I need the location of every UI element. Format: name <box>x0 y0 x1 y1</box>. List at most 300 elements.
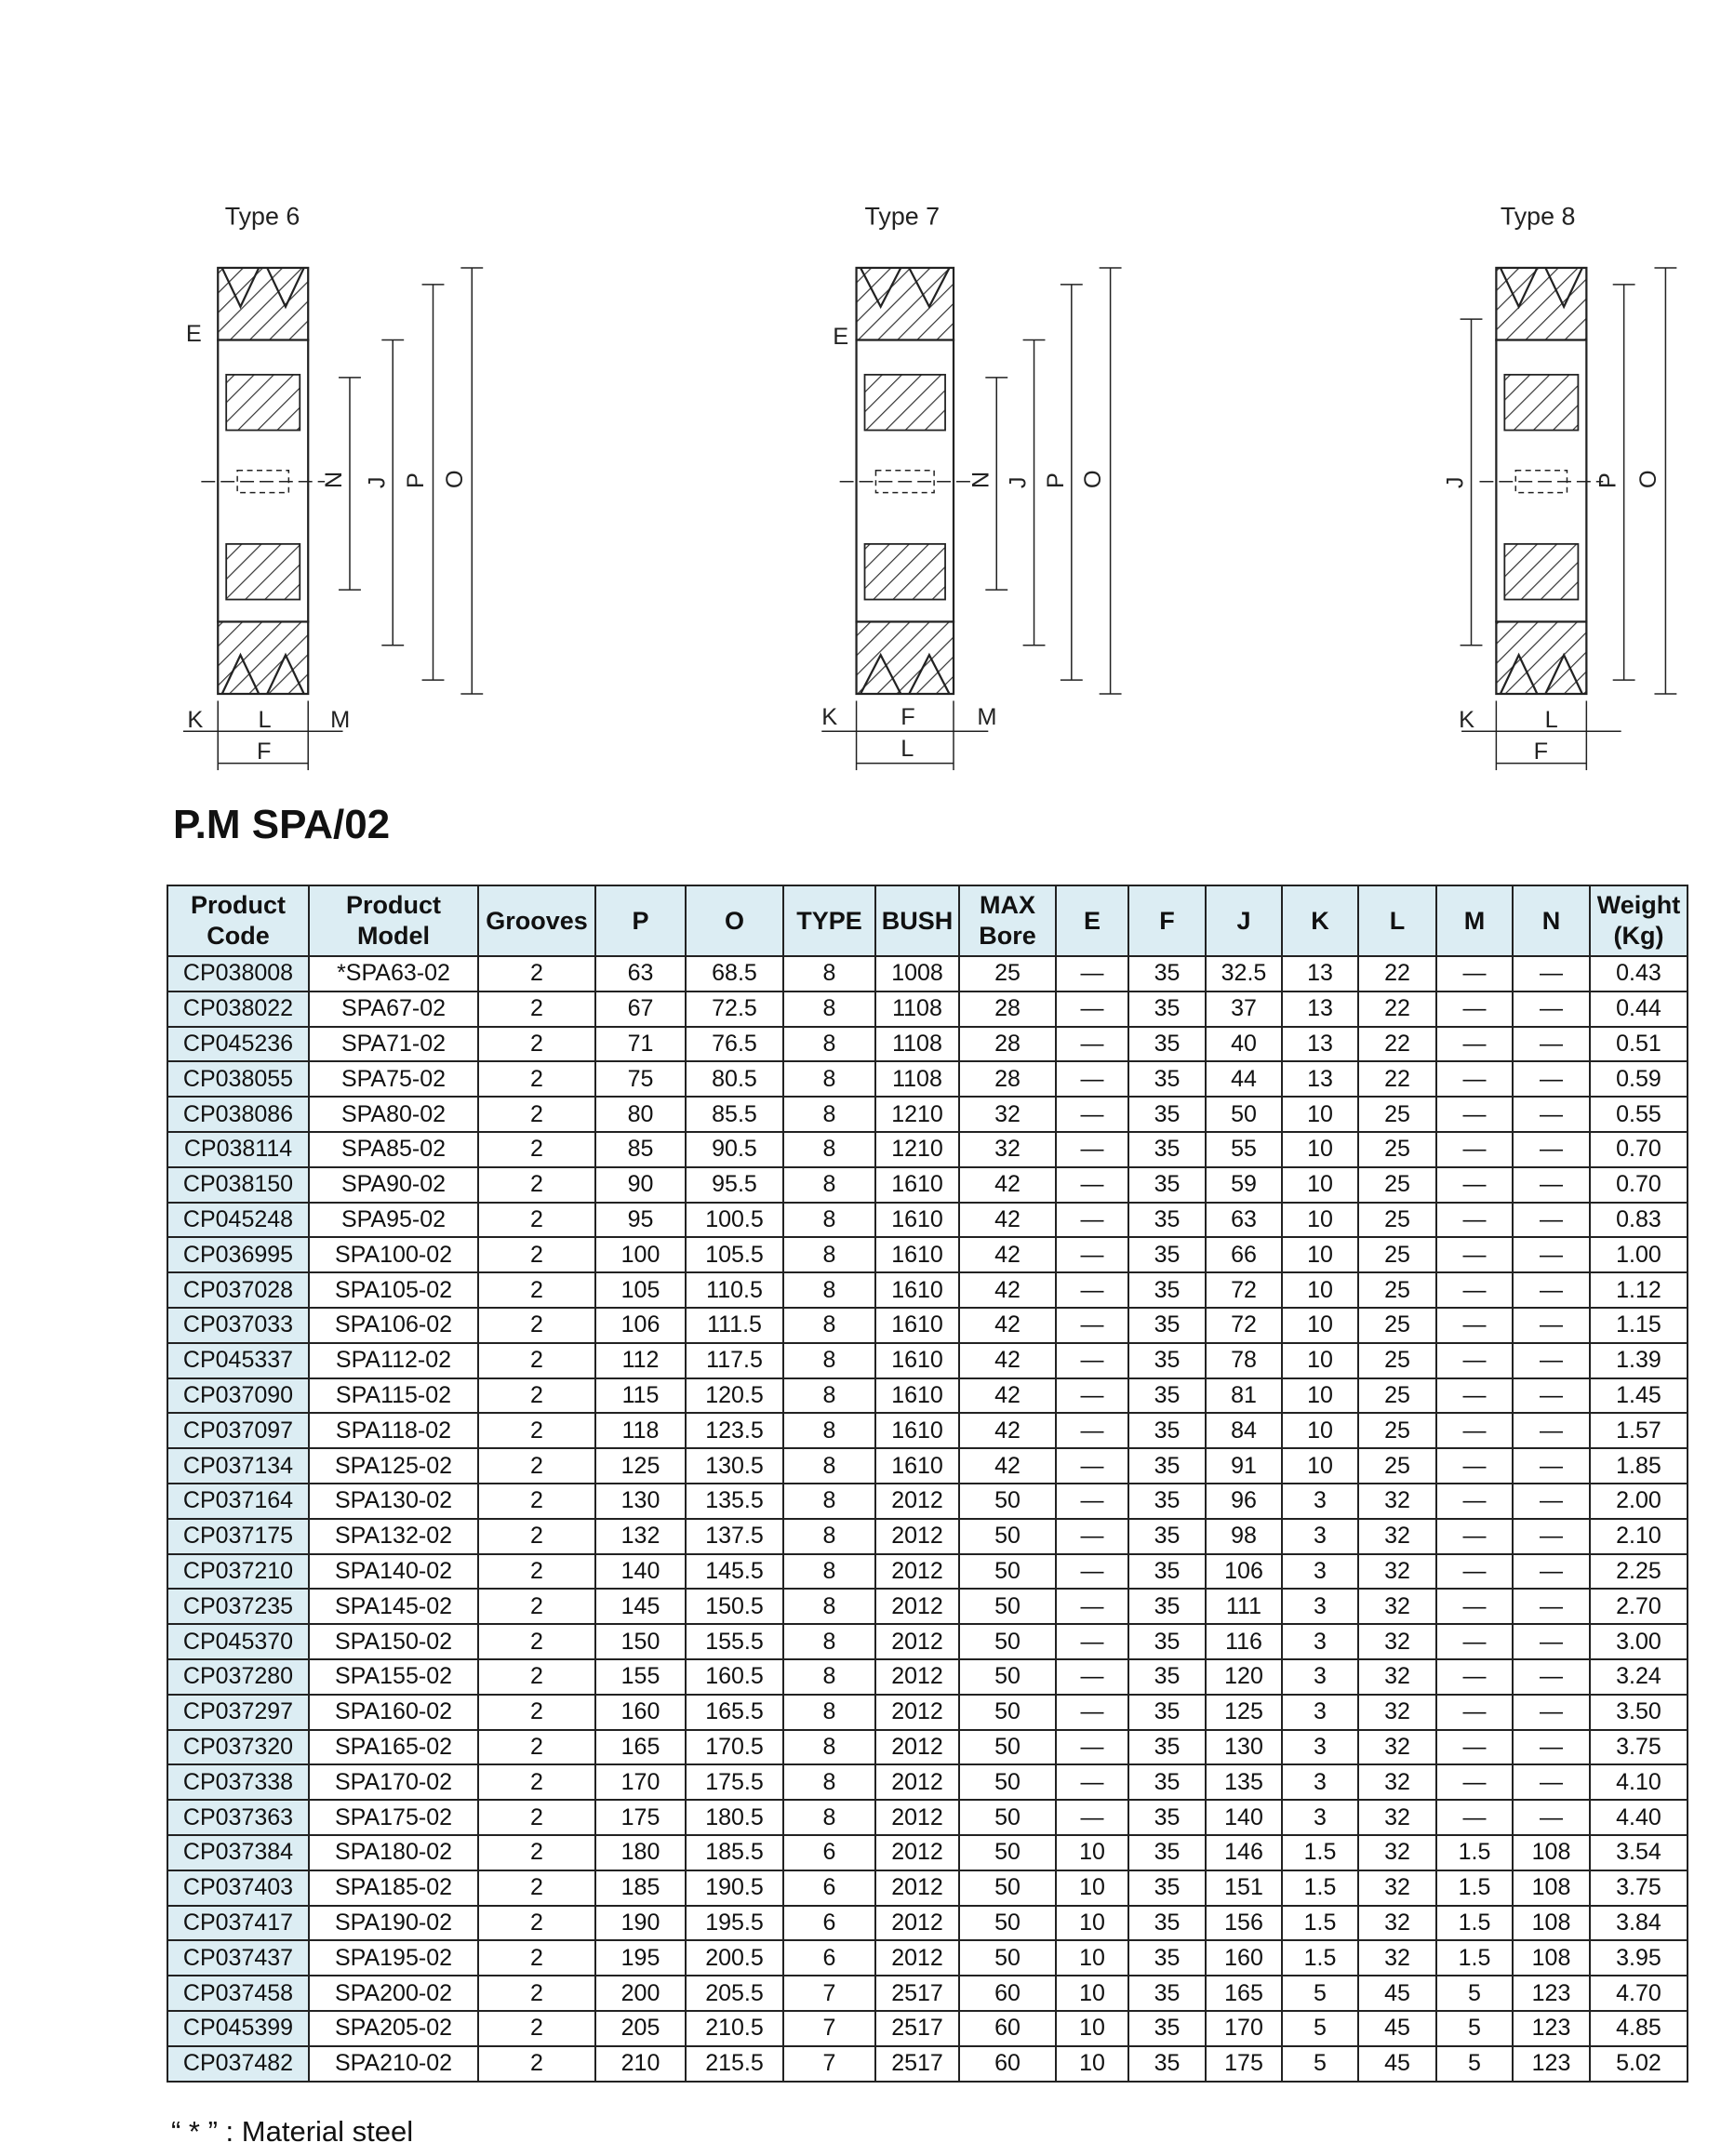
table-cell: 22 <box>1358 956 1436 991</box>
dim-label-p: P <box>403 472 430 489</box>
column-header: F <box>1128 885 1206 956</box>
table-cell: 10 <box>1056 1870 1128 1906</box>
table-cell: 205.5 <box>686 1976 783 2011</box>
table-row <box>167 1519 1688 1554</box>
column-header: Grooves <box>478 885 595 956</box>
table-cell: — <box>1513 1484 1590 1519</box>
table-cell: 2012 <box>875 1519 959 1554</box>
table-cell: 8 <box>783 1519 875 1554</box>
table-cell: SPA90-02 <box>309 1167 478 1203</box>
table-cell: 160 <box>595 1695 686 1730</box>
table-cell: SPA95-02 <box>309 1203 478 1238</box>
rim-section <box>218 268 308 340</box>
table-cell: — <box>1513 1448 1590 1484</box>
table-cell: 146 <box>1206 1835 1282 1870</box>
table-cell: — <box>1436 1413 1513 1448</box>
table-cell: 25 <box>1358 1167 1436 1203</box>
table-cell: SPA112-02 <box>309 1343 478 1378</box>
table-cell: 117.5 <box>686 1343 783 1378</box>
table-cell: 25 <box>1358 1132 1436 1167</box>
table-cell: SPA160-02 <box>309 1695 478 1730</box>
table-cell: 32 <box>1358 1800 1436 1835</box>
table-cell: 175 <box>595 1800 686 1835</box>
table-cell: 80 <box>595 1097 686 1132</box>
table-cell: — <box>1513 1132 1590 1167</box>
dim-label-e: E <box>185 321 202 348</box>
table-cell: 125 <box>1206 1695 1282 1730</box>
table-cell: — <box>1056 1624 1128 1659</box>
table-cell: 10 <box>1056 2011 1128 2046</box>
table-cell: 155.5 <box>686 1624 783 1659</box>
product-code-cell: CP045399 <box>167 2011 309 2046</box>
table-cell: 2 <box>478 1976 595 2011</box>
table-cell: SPA125-02 <box>309 1448 478 1484</box>
table-cell: 2012 <box>875 1906 959 1941</box>
table-cell: 2517 <box>875 1976 959 2011</box>
table-cell: 106 <box>595 1308 686 1343</box>
product-code-cell: CP037033 <box>167 1308 309 1343</box>
table-cell: 35 <box>1128 2011 1206 2046</box>
dim-label-k: K <box>187 706 204 733</box>
table-cell: 2517 <box>875 2011 959 2046</box>
table-cell: 32 <box>1358 1659 1436 1695</box>
table-cell: 135 <box>1206 1764 1282 1800</box>
table-cell: 35 <box>1128 1061 1206 1097</box>
table-cell: 50 <box>959 1659 1056 1695</box>
table-cell: 180 <box>595 1835 686 1870</box>
table-cell: 91 <box>1206 1448 1282 1484</box>
table-cell: 8 <box>783 1589 875 1624</box>
dim-label-m: M <box>977 703 997 730</box>
product-code-cell: CP045248 <box>167 1203 309 1238</box>
table-cell: — <box>1436 1800 1513 1835</box>
column-header: TYPE <box>783 885 875 956</box>
table-cell: 123 <box>1513 1976 1590 2011</box>
table-cell: 2.25 <box>1590 1554 1688 1590</box>
table-cell: SPA185-02 <box>309 1870 478 1906</box>
rim-section <box>857 268 954 340</box>
table-cell: SPA155-02 <box>309 1659 478 1695</box>
table-cell: — <box>1056 1097 1128 1132</box>
table-cell: 215.5 <box>686 2046 783 2082</box>
table-cell: 32 <box>1358 1835 1436 1870</box>
table-cell: 35 <box>1128 1976 1206 2011</box>
column-header: L <box>1358 885 1436 956</box>
table-cell: 50 <box>959 1554 1056 1590</box>
table-cell: 22 <box>1358 1027 1436 1062</box>
table-cell: 1.45 <box>1590 1378 1688 1414</box>
table-cell: 3 <box>1282 1800 1358 1835</box>
table-row <box>167 1940 1688 1976</box>
table-cell: 2012 <box>875 1554 959 1590</box>
table-cell: — <box>1436 1167 1513 1203</box>
table-cell: 1610 <box>875 1343 959 1378</box>
table-cell: — <box>1436 1730 1513 1765</box>
dim-label-n: N <box>967 471 994 489</box>
table-cell: 32 <box>959 1132 1056 1167</box>
table-cell: 2 <box>478 1764 595 1800</box>
product-code-cell: CP037164 <box>167 1484 309 1519</box>
table-cell: 5.02 <box>1590 2046 1688 2082</box>
table-cell: 50 <box>959 1800 1056 1835</box>
table-cell: 123 <box>1513 2011 1590 2046</box>
table-cell: SPA118-02 <box>309 1413 478 1448</box>
table-row <box>167 956 1688 991</box>
table-cell: 35 <box>1128 991 1206 1027</box>
table-cell: 8 <box>783 1764 875 1800</box>
table-cell: 1.39 <box>1590 1343 1688 1378</box>
table-cell: — <box>1436 1097 1513 1132</box>
table-cell: 7 <box>783 2011 875 2046</box>
table-cell: 105 <box>595 1272 686 1308</box>
column-header: N <box>1513 885 1590 956</box>
table-cell: 2012 <box>875 1870 959 1906</box>
table-cell: 35 <box>1128 956 1206 991</box>
column-header: K <box>1282 885 1358 956</box>
table-cell: 37 <box>1206 991 1282 1027</box>
product-code-cell: CP045370 <box>167 1624 309 1659</box>
table-cell: 1.5 <box>1436 1906 1513 1941</box>
table-cell: — <box>1056 991 1128 1027</box>
table-cell: 108 <box>1513 1835 1590 1870</box>
table-cell: 35 <box>1128 1695 1206 1730</box>
type-6-diagram <box>183 203 483 770</box>
table-cell: 3.50 <box>1590 1695 1688 1730</box>
table-cell: 22 <box>1358 1061 1436 1097</box>
table-cell: 3.00 <box>1590 1624 1688 1659</box>
footnote: “ * ” : Material steel <box>171 2115 414 2148</box>
table-cell: 1.5 <box>1282 1870 1358 1906</box>
table-cell: 2 <box>478 991 595 1027</box>
dim-label-l: L <box>258 706 272 733</box>
table-cell: 3.24 <box>1590 1659 1688 1695</box>
table-cell: 7 <box>783 2046 875 2082</box>
table-row <box>167 1413 1688 1448</box>
table-cell: 3.84 <box>1590 1906 1688 1941</box>
table-cell: 1.12 <box>1590 1272 1688 1308</box>
table-cell: — <box>1513 1237 1590 1272</box>
table-cell: SPA205-02 <box>309 2011 478 2046</box>
table-cell: 210 <box>595 2046 686 2082</box>
table-cell: 50 <box>959 1695 1056 1730</box>
hub-section <box>226 544 300 600</box>
table-cell: 25 <box>1358 1413 1436 1448</box>
table-cell: 50 <box>959 1589 1056 1624</box>
table-cell: 50 <box>959 1624 1056 1659</box>
table-cell: 25 <box>1358 1097 1436 1132</box>
table-cell: 3 <box>1282 1764 1358 1800</box>
table-cell: 0.55 <box>1590 1097 1688 1132</box>
table-cell: 132 <box>595 1519 686 1554</box>
table-cell: 35 <box>1128 1730 1206 1765</box>
table-cell: — <box>1056 1378 1128 1414</box>
table-cell: — <box>1056 1730 1128 1765</box>
table-cell: 1108 <box>875 991 959 1027</box>
table-cell: 0.59 <box>1590 1061 1688 1097</box>
page-title: P.M SPA/02 <box>173 802 391 847</box>
table-cell: 2 <box>478 1800 595 1835</box>
table-cell: 32 <box>1358 1906 1436 1941</box>
table-cell: — <box>1436 1378 1513 1414</box>
table-cell: SPA170-02 <box>309 1764 478 1800</box>
column-header: M <box>1436 885 1513 956</box>
table-cell: 2012 <box>875 1800 959 1835</box>
dim-label-o: O <box>1634 470 1661 489</box>
table-cell: — <box>1513 1730 1590 1765</box>
table-cell: 25 <box>1358 1237 1436 1272</box>
table-cell: 10 <box>1282 1237 1358 1272</box>
table-cell: 2 <box>478 2046 595 2082</box>
table-cell: 2 <box>478 1730 595 1765</box>
table-cell: — <box>1056 1203 1128 1238</box>
table-cell: — <box>1436 1132 1513 1167</box>
table-cell: 3 <box>1282 1730 1358 1765</box>
table-cell: 13 <box>1282 956 1358 991</box>
table-cell: — <box>1436 1554 1513 1590</box>
table-cell: 8 <box>783 1448 875 1484</box>
table-cell: 28 <box>959 1027 1056 1062</box>
table-cell: 32 <box>1358 1519 1436 1554</box>
table-cell: SPA106-02 <box>309 1308 478 1343</box>
table-cell: — <box>1513 956 1590 991</box>
table-cell: 8 <box>783 1730 875 1765</box>
table-cell: 2012 <box>875 1940 959 1976</box>
table-row <box>167 1976 1688 2011</box>
table-cell: — <box>1056 1061 1128 1097</box>
table-row <box>167 1097 1688 1132</box>
table-cell: 170.5 <box>686 1730 783 1765</box>
table-cell: 25 <box>1358 1378 1436 1414</box>
table-cell: 76.5 <box>686 1027 783 1062</box>
table-cell: 2012 <box>875 1695 959 1730</box>
table-cell: 10 <box>1282 1343 1358 1378</box>
table-cell: 120 <box>1206 1659 1282 1695</box>
table-cell: 2 <box>478 1378 595 1414</box>
table-cell: 1610 <box>875 1272 959 1308</box>
table-cell: 35 <box>1128 1800 1206 1835</box>
table-cell: 190 <box>595 1906 686 1941</box>
table-cell: 111 <box>1206 1589 1282 1624</box>
column-header: E <box>1056 885 1128 956</box>
table-cell: 32 <box>1358 1484 1436 1519</box>
table-cell: 2 <box>478 1870 595 1906</box>
table-row <box>167 1167 1688 1203</box>
table-cell: — <box>1056 1659 1128 1695</box>
table-cell: 35 <box>1128 1589 1206 1624</box>
dim-label-f: F <box>1533 739 1549 765</box>
table-cell: — <box>1056 1132 1128 1167</box>
table-cell: — <box>1436 956 1513 991</box>
table-cell: 165 <box>595 1730 686 1765</box>
table-row <box>167 2011 1688 2046</box>
table-row <box>167 1027 1688 1062</box>
table-cell: 10 <box>1056 1835 1128 1870</box>
table-cell: 10 <box>1282 1448 1358 1484</box>
table-cell: — <box>1513 1554 1590 1590</box>
product-code-cell: CP037437 <box>167 1940 309 1976</box>
table-cell: 2012 <box>875 1835 959 1870</box>
table-row <box>167 1308 1688 1343</box>
table-cell: SPA200-02 <box>309 1976 478 2011</box>
product-code-cell: CP045236 <box>167 1027 309 1062</box>
table-row <box>167 1589 1688 1624</box>
table-cell: — <box>1513 1695 1590 1730</box>
table-cell: — <box>1436 991 1513 1027</box>
table-cell: SPA150-02 <box>309 1624 478 1659</box>
table-cell: 8 <box>783 1167 875 1203</box>
pulley-type-diagrams <box>0 0 1721 800</box>
type-8-title: Type 8 <box>1500 202 1576 231</box>
table-cell: 5 <box>1436 2046 1513 2082</box>
table-row <box>167 1730 1688 1765</box>
dim-label-k: K <box>821 703 838 730</box>
product-code-cell: CP037090 <box>167 1378 309 1414</box>
table-cell: SPA195-02 <box>309 1940 478 1976</box>
table-cell: — <box>1513 991 1590 1027</box>
table-cell: 2517 <box>875 2046 959 2082</box>
table-cell: 67 <box>595 991 686 1027</box>
table-cell: 71 <box>595 1027 686 1062</box>
table-cell: 25 <box>1358 1272 1436 1308</box>
column-header: Product Code <box>167 885 309 956</box>
table-row <box>167 1132 1688 1167</box>
hub-section <box>226 375 300 431</box>
table-cell: 35 <box>1128 1413 1206 1448</box>
table-cell: 50 <box>959 1835 1056 1870</box>
product-code-cell: CP037134 <box>167 1448 309 1484</box>
product-code-cell: CP037280 <box>167 1659 309 1695</box>
table-cell: 42 <box>959 1203 1056 1238</box>
table-cell: 45 <box>1358 2046 1436 2082</box>
table-cell: 8 <box>783 1695 875 1730</box>
table-cell: 8 <box>783 1237 875 1272</box>
table-cell: 4.40 <box>1590 1800 1688 1835</box>
table-cell: SPA80-02 <box>309 1097 478 1132</box>
table-cell: 8 <box>783 1132 875 1167</box>
table-cell: 2.70 <box>1590 1589 1688 1624</box>
table-cell: 35 <box>1128 1764 1206 1800</box>
table-cell: 175 <box>1206 2046 1282 2082</box>
table-cell: *SPA63-02 <box>309 956 478 991</box>
table-cell: 8 <box>783 1343 875 1378</box>
table-cell: 40 <box>1206 1027 1282 1062</box>
table-cell: 42 <box>959 1308 1056 1343</box>
table-cell: 2012 <box>875 1484 959 1519</box>
table-cell: 35 <box>1128 1027 1206 1062</box>
table-cell: 1.5 <box>1282 1906 1358 1941</box>
table-cell: 2 <box>478 1203 595 1238</box>
table-cell: — <box>1513 1800 1590 1835</box>
table-cell: 1610 <box>875 1237 959 1272</box>
table-cell: 108 <box>1513 1940 1590 1976</box>
table-cell: 2 <box>478 1132 595 1167</box>
table-cell: 5 <box>1282 1976 1358 2011</box>
table-cell: — <box>1056 1027 1128 1062</box>
table-cell: 3.75 <box>1590 1730 1688 1765</box>
table-cell: — <box>1513 1061 1590 1097</box>
table-cell: 180.5 <box>686 1800 783 1835</box>
table-cell: 10 <box>1056 1940 1128 1976</box>
table-cell: 10 <box>1056 1906 1128 1941</box>
table-row <box>167 2046 1688 2082</box>
column-header: J <box>1206 885 1282 956</box>
table-cell: 0.43 <box>1590 956 1688 991</box>
table-cell: 5 <box>1436 2011 1513 2046</box>
table-cell: 10 <box>1282 1097 1358 1132</box>
table-cell: 72.5 <box>686 991 783 1027</box>
table-cell: 2 <box>478 1272 595 1308</box>
table-cell: 200 <box>595 1976 686 2011</box>
column-header: Weight (Kg) <box>1590 885 1688 956</box>
table-cell: 66 <box>1206 1237 1282 1272</box>
table-cell: 1108 <box>875 1027 959 1062</box>
product-code-cell: CP037458 <box>167 1976 309 2011</box>
product-code-cell: CP037338 <box>167 1764 309 1800</box>
table-cell: 108 <box>1513 1906 1590 1941</box>
table-row <box>167 1378 1688 1414</box>
table-cell: 150.5 <box>686 1589 783 1624</box>
table-cell: 25 <box>1358 1308 1436 1343</box>
table-cell: 0.51 <box>1590 1027 1688 1062</box>
table-cell: 135.5 <box>686 1484 783 1519</box>
table-cell: 125 <box>595 1448 686 1484</box>
table-cell: 8 <box>783 1272 875 1308</box>
table-cell: 35 <box>1128 1097 1206 1132</box>
dim-label-n: N <box>321 471 348 489</box>
table-cell: 10 <box>1056 1976 1128 2011</box>
table-cell: 25 <box>959 956 1056 991</box>
table-cell: — <box>1056 1484 1128 1519</box>
table-cell: 1610 <box>875 1448 959 1484</box>
table-cell: 8 <box>783 1378 875 1414</box>
table-cell: 1.00 <box>1590 1237 1688 1272</box>
table-cell: 0.83 <box>1590 1203 1688 1238</box>
table-cell: SPA210-02 <box>309 2046 478 2082</box>
table-cell: 137.5 <box>686 1519 783 1554</box>
table-cell: 35 <box>1128 1624 1206 1659</box>
table-cell: 8 <box>783 1484 875 1519</box>
table-cell: 8 <box>783 1413 875 1448</box>
table-cell: 6 <box>783 1870 875 1906</box>
column-header: O <box>686 885 783 956</box>
table-cell: 200.5 <box>686 1940 783 1976</box>
table-cell: 1610 <box>875 1308 959 1343</box>
table-cell: 195.5 <box>686 1906 783 1941</box>
table-cell: 185 <box>595 1870 686 1906</box>
table-cell: 60 <box>959 2011 1056 2046</box>
table-cell: 3 <box>1282 1554 1358 1590</box>
table-cell: 5 <box>1436 1976 1513 2011</box>
table-cell: 32 <box>1358 1624 1436 1659</box>
table-cell: 155 <box>595 1659 686 1695</box>
table-cell: 123 <box>1513 2046 1590 2082</box>
table-cell: 35 <box>1128 1659 1206 1695</box>
table-cell: SPA105-02 <box>309 1272 478 1308</box>
table-cell: 2 <box>478 1097 595 1132</box>
table-cell: 8 <box>783 991 875 1027</box>
table-cell: 1.15 <box>1590 1308 1688 1343</box>
table-cell: 2 <box>478 1413 595 1448</box>
product-code-cell: CP038150 <box>167 1167 309 1203</box>
table-cell: 35 <box>1128 1448 1206 1484</box>
table-row <box>167 1237 1688 1272</box>
table-cell: 3.54 <box>1590 1835 1688 1870</box>
table-cell: — <box>1436 1589 1513 1624</box>
table-cell: 8 <box>783 956 875 991</box>
dim-label-p: P <box>1594 472 1621 489</box>
table-cell: SPA71-02 <box>309 1027 478 1062</box>
table-cell: 10 <box>1282 1308 1358 1343</box>
